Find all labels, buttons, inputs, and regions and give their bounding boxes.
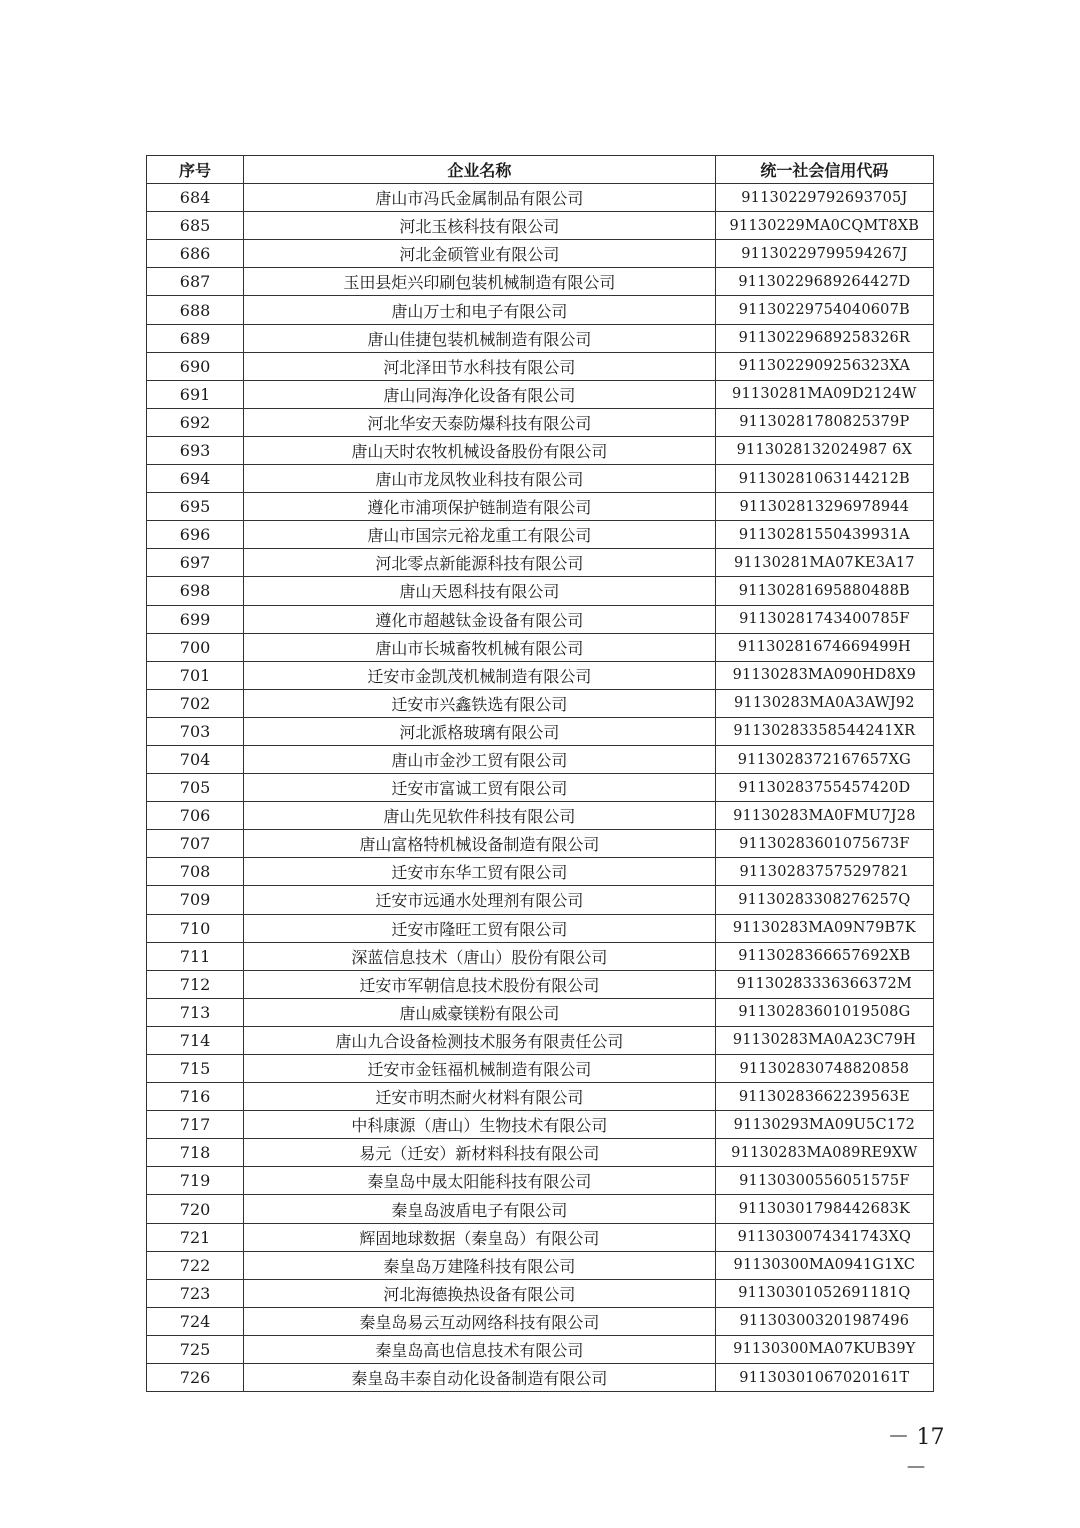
credit-code-cell: 91130229689264427D (715, 268, 933, 296)
serial-number-cell: 713 (147, 998, 244, 1026)
serial-number-cell: 710 (147, 914, 244, 942)
credit-code-cell: 91130300556051575F (715, 1167, 933, 1195)
serial-number-cell: 694 (147, 465, 244, 493)
serial-number-cell: 724 (147, 1307, 244, 1335)
serial-number-cell: 700 (147, 633, 244, 661)
company-name-cell: 秦皇岛波盾电子有限公司 (244, 1195, 716, 1223)
company-name-cell: 迁安市远通水处理剂有限公司 (244, 886, 716, 914)
serial-number-cell: 725 (147, 1335, 244, 1363)
company-name-cell: 遵化市浦项保护链制造有限公司 (244, 493, 716, 521)
table-row (147, 296, 934, 324)
serial-number-cell: 717 (147, 1111, 244, 1139)
company-name-cell: 秦皇岛易云互动网络科技有限公司 (244, 1307, 716, 1335)
company-name-cell: 河北零点新能源科技有限公司 (244, 549, 716, 577)
credit-code-cell: 911302830748820858 (715, 1055, 933, 1083)
table-row (147, 1139, 934, 1167)
serial-number-cell: 687 (147, 268, 244, 296)
company-name-cell: 秦皇岛中晟太阳能科技有限公司 (244, 1167, 716, 1195)
table-row (147, 184, 934, 212)
serial-number-cell: 712 (147, 970, 244, 998)
table-row (147, 689, 934, 717)
credit-code-cell: 91130301067020161T (715, 1364, 933, 1392)
serial-number-cell: 701 (147, 661, 244, 689)
serial-number-cell: 707 (147, 830, 244, 858)
company-name-cell: 迁安市明杰耐火材料有限公司 (244, 1083, 716, 1111)
company-name-cell: 唐山先见软件科技有限公司 (244, 802, 716, 830)
enterprise-table (146, 155, 934, 1392)
company-name-cell: 河北玉核科技有限公司 (244, 212, 716, 240)
table-row (147, 998, 934, 1026)
table-row (147, 1251, 934, 1279)
table-body (147, 184, 934, 1392)
table-row (147, 1055, 934, 1083)
company-name-cell: 唐山威豪镁粉有限公司 (244, 998, 716, 1026)
table-row (147, 268, 934, 296)
serial-number-cell: 715 (147, 1055, 244, 1083)
table-row (147, 1307, 934, 1335)
credit-code-cell: 91130283755457420D (715, 774, 933, 802)
credit-code-cell: 91130283662239563E (715, 1083, 933, 1111)
table-row (147, 1279, 934, 1307)
company-name-cell: 迁安市富诚工贸有限公司 (244, 774, 716, 802)
serial-number-cell: 684 (147, 184, 244, 212)
credit-code-cell: 91130301798442683K (715, 1195, 933, 1223)
serial-number-cell: 686 (147, 240, 244, 268)
table-row (147, 661, 934, 689)
credit-code-cell: 91130300MA07KUB39Y (715, 1335, 933, 1363)
company-name-cell: 辉固地球数据（秦皇岛）有限公司 (244, 1223, 716, 1251)
credit-code-cell: 91130293MA09U5C172 (715, 1111, 933, 1139)
table-row (147, 1223, 934, 1251)
serial-number-cell: 691 (147, 380, 244, 408)
table-row (147, 1195, 934, 1223)
header-company-name: 企业名称 (244, 156, 716, 184)
page-number: － 17 － (887, 1425, 945, 1481)
serial-number-cell: 716 (147, 1083, 244, 1111)
serial-number-cell: 690 (147, 352, 244, 380)
credit-code-cell: 911303003201987496 (715, 1307, 933, 1335)
company-name-cell: 唐山市冯氏金属制品有限公司 (244, 184, 716, 212)
table-row (147, 914, 934, 942)
company-name-cell: 唐山天恩科技有限公司 (244, 577, 716, 605)
serial-number-cell: 708 (147, 858, 244, 886)
table-row (147, 858, 934, 886)
table-row (147, 633, 934, 661)
serial-number-cell: 695 (147, 493, 244, 521)
credit-code-cell: 91130281MA07KE3A17 (715, 549, 933, 577)
company-name-cell: 玉田县炬兴印刷包装机械制造有限公司 (244, 268, 716, 296)
company-name-cell: 唐山市国宗元裕龙重工有限公司 (244, 521, 716, 549)
serial-number-cell: 709 (147, 886, 244, 914)
serial-number-cell: 711 (147, 942, 244, 970)
table-row (147, 465, 934, 493)
serial-number-cell: 726 (147, 1364, 244, 1392)
credit-code-cell: 91130281550439931A (715, 521, 933, 549)
header-row (147, 156, 934, 184)
serial-number-cell: 718 (147, 1139, 244, 1167)
company-name-cell: 唐山市龙凤牧业科技有限公司 (244, 465, 716, 493)
company-name-cell: 河北海德换热设备有限公司 (244, 1279, 716, 1307)
company-name-cell: 迁安市军朝信息技术股份有限公司 (244, 970, 716, 998)
table-row (147, 1111, 934, 1139)
serial-number-cell: 698 (147, 577, 244, 605)
table-row (147, 1167, 934, 1195)
serial-number-cell: 689 (147, 324, 244, 352)
table-row (147, 970, 934, 998)
company-name-cell: 唐山富格特机械设备制造有限公司 (244, 830, 716, 858)
serial-number-cell: 722 (147, 1251, 244, 1279)
credit-code-cell: 91130283336366372M (715, 970, 933, 998)
credit-code-cell: 9113022909256323XA (715, 352, 933, 380)
table-row (147, 745, 934, 773)
table-row (147, 886, 934, 914)
table-row (147, 717, 934, 745)
credit-code-cell: 911302813296978944 (715, 493, 933, 521)
table-row (147, 521, 934, 549)
company-name-cell: 唐山万士和电子有限公司 (244, 296, 716, 324)
credit-code-cell: 91130281743400785F (715, 605, 933, 633)
credit-code-cell: 91130229689258326R (715, 324, 933, 352)
credit-code-cell: 91130283601019508G (715, 998, 933, 1026)
table-row (147, 408, 934, 436)
serial-number-cell: 697 (147, 549, 244, 577)
company-name-cell: 遵化市超越钛金设备有限公司 (244, 605, 716, 633)
credit-code-cell: 91130283MA09N79B7K (715, 914, 933, 942)
table-row (147, 942, 934, 970)
serial-number-cell: 693 (147, 436, 244, 464)
table-row (147, 352, 934, 380)
table-row (147, 830, 934, 858)
credit-code-cell: 91130229MA0CQMT8XB (715, 212, 933, 240)
table-row (147, 212, 934, 240)
company-name-cell: 河北泽田节水科技有限公司 (244, 352, 716, 380)
company-name-cell: 唐山市金沙工贸有限公司 (244, 745, 716, 773)
table-row (147, 605, 934, 633)
credit-code-cell: 91130300MA0941G1XC (715, 1251, 933, 1279)
credit-code-cell: 9113028366657692XB (715, 942, 933, 970)
company-name-cell: 迁安市隆旺工贸有限公司 (244, 914, 716, 942)
credit-code-cell: 91130283358544241XR (715, 717, 933, 745)
header-credit-code: 统一社会信用代码 (715, 156, 933, 184)
serial-number-cell: 692 (147, 408, 244, 436)
table-row (147, 493, 934, 521)
credit-code-cell: 91130229792693705J (715, 184, 933, 212)
company-name-cell: 迁安市兴鑫铁选有限公司 (244, 689, 716, 717)
credit-code-cell: 9113030074341743XQ (715, 1223, 933, 1251)
table-row (147, 380, 934, 408)
serial-number-cell: 703 (147, 717, 244, 745)
serial-number-cell: 706 (147, 802, 244, 830)
credit-code-cell: 91130283MA090HD8X9 (715, 661, 933, 689)
serial-number-cell: 688 (147, 296, 244, 324)
credit-code-cell: 91130281780825379P (715, 408, 933, 436)
credit-code-cell: 91130301052691181Q (715, 1279, 933, 1307)
credit-code-cell: 91130283MA0FMU7J28 (715, 802, 933, 830)
company-name-cell: 中科康源（唐山）生物技术有限公司 (244, 1111, 716, 1139)
credit-code-cell: 91130283601075673F (715, 830, 933, 858)
company-name-cell: 迁安市东华工贸有限公司 (244, 858, 716, 886)
serial-number-cell: 704 (147, 745, 244, 773)
company-name-cell: 唐山天时农牧机械设备股份有限公司 (244, 436, 716, 464)
credit-code-cell: 91130283MA0A3AWJ92 (715, 689, 933, 717)
company-name-cell: 秦皇岛高也信息技术有限公司 (244, 1335, 716, 1363)
table-row (147, 577, 934, 605)
credit-code-cell: 9113028132024987 6X (715, 436, 933, 464)
credit-code-cell: 91130281695880488B (715, 577, 933, 605)
company-name-cell: 迁安市金凯茂机械制造有限公司 (244, 661, 716, 689)
table-row (147, 1335, 934, 1363)
company-name-cell: 唐山佳捷包装机械制造有限公司 (244, 324, 716, 352)
table-row (147, 549, 934, 577)
company-name-cell: 迁安市金钰福机械制造有限公司 (244, 1055, 716, 1083)
serial-number-cell: 720 (147, 1195, 244, 1223)
credit-code-cell: 9113028372167657XG (715, 745, 933, 773)
credit-code-cell: 91130281674669499H (715, 633, 933, 661)
credit-code-cell: 91130283308276257Q (715, 886, 933, 914)
company-name-cell: 唐山九合设备检测技术服务有限责任公司 (244, 1026, 716, 1054)
company-name-cell: 秦皇岛万建隆科技有限公司 (244, 1251, 716, 1279)
serial-number-cell: 719 (147, 1167, 244, 1195)
credit-code-cell: 91130281063144212B (715, 465, 933, 493)
table-row (147, 774, 934, 802)
credit-code-cell: 91130229754040607B (715, 296, 933, 324)
table-row (147, 1026, 934, 1054)
company-name-cell: 河北派格玻璃有限公司 (244, 717, 716, 745)
company-name-cell: 河北金硕管业有限公司 (244, 240, 716, 268)
serial-number-cell: 721 (147, 1223, 244, 1251)
credit-code-cell: 91130283MA0A23C79H (715, 1026, 933, 1054)
serial-number-cell: 699 (147, 605, 244, 633)
serial-number-cell: 714 (147, 1026, 244, 1054)
table-header (147, 156, 934, 184)
table-row (147, 1364, 934, 1392)
company-name-cell: 易元（迁安）新材料科技有限公司 (244, 1139, 716, 1167)
serial-number-cell: 685 (147, 212, 244, 240)
company-name-cell: 河北华安天泰防爆科技有限公司 (244, 408, 716, 436)
table-row (147, 1083, 934, 1111)
company-name-cell: 唐山市长城畜牧机械有限公司 (244, 633, 716, 661)
credit-code-cell: 911302837575297821 (715, 858, 933, 886)
company-name-cell: 唐山同海净化设备有限公司 (244, 380, 716, 408)
serial-number-cell: 696 (147, 521, 244, 549)
table-row (147, 324, 934, 352)
serial-number-cell: 705 (147, 774, 244, 802)
header-serial-number: 序号 (147, 156, 244, 184)
credit-code-cell: 91130229799594267J (715, 240, 933, 268)
serial-number-cell: 723 (147, 1279, 244, 1307)
table-row (147, 802, 934, 830)
company-name-cell: 秦皇岛丰泰自动化设备制造有限公司 (244, 1364, 716, 1392)
credit-code-cell: 91130283MA089RE9XW (715, 1139, 933, 1167)
table-row (147, 240, 934, 268)
company-name-cell: 深蓝信息技术（唐山）股份有限公司 (244, 942, 716, 970)
serial-number-cell: 702 (147, 689, 244, 717)
credit-code-cell: 91130281MA09D2124W (715, 380, 933, 408)
table-row (147, 436, 934, 464)
